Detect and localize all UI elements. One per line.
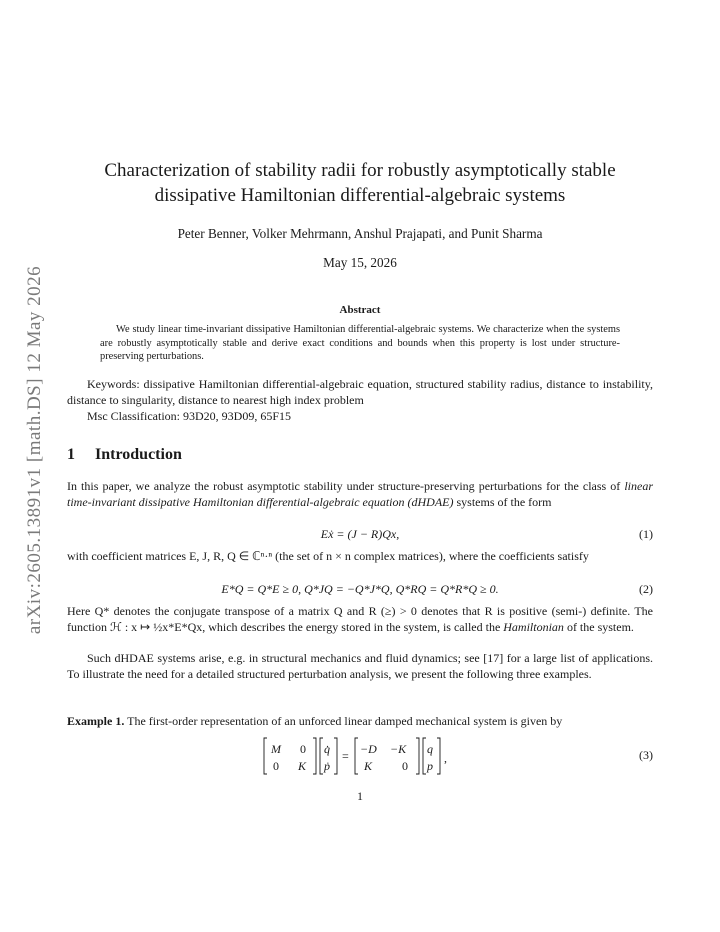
intro-p1-start: In this paper, we analyze the robust asymptotic stability under structure-preserving perturbations for the class of [67, 479, 625, 493]
equation-1 [67, 527, 653, 545]
page-number: 1 [357, 789, 363, 803]
matrix-entry: −D [360, 742, 377, 756]
section-number: 1 [67, 446, 75, 463]
intro-p3-emphasis: Hamiltonian [503, 619, 564, 634]
title-line-2: dissipative Hamiltonian differential-algebraic systems [154, 185, 566, 206]
matrix-entry: 0 [300, 742, 306, 756]
equals-sign: = [342, 749, 349, 763]
equation-2 [67, 582, 653, 600]
equation-3-matrices [263, 736, 463, 776]
matrix-entry: K [364, 759, 373, 773]
intro-paragraph-3 [67, 604, 653, 635]
intro-paragraph-1 [67, 479, 653, 510]
intro-paragraph-4: Such dHDAE systems arise, e.g. in structural mechanics and fluid dynamics; see [17] for a large list of applications. To illustrate the need for a detailed structured perturbation analysis, we present the following three examples. [67, 651, 653, 681]
matrix-entry: K [298, 759, 307, 773]
matrix-entry: 0 [273, 759, 279, 773]
example-1 [67, 714, 653, 730]
equation-1-tag: (1) [639, 527, 653, 541]
intro-p3-end: of the system. [563, 619, 634, 634]
intro-paragraph-2: with coefficient matrices E, J, R, Q ∈ ℂⁿ·ⁿ (the set of n × n complex matrices), where the coefficients satisfy [67, 549, 589, 563]
equation-1-body: Eẋ = (J − R)Qx, [320, 527, 400, 541]
arxiv-identifier: arXiv:2605.13891v1 [math.DS] 12 May 2026 [24, 265, 45, 635]
vector-entry: q [427, 742, 433, 756]
example-text: The first-order representation of an unforced linear damped mechanical system is given by [127, 714, 563, 728]
matrix-entry: −K [390, 742, 407, 756]
matrix-entry: M [271, 742, 281, 756]
date: May 15, 2026 [323, 255, 397, 270]
section-heading [67, 446, 182, 464]
arxiv-sidebar [20, 240, 50, 660]
comma: , [444, 751, 447, 765]
title-line-1: Characterization of stability radii for robustly asymptotically stable [104, 160, 616, 181]
section-title: Introduction [95, 446, 182, 463]
authors: Peter Benner, Volker Mehrmann, Anshul Prajapati, and Punit Sharma [177, 226, 543, 241]
equation-2-tag: (2) [639, 582, 653, 596]
intro-p3-start: Here Q* denotes the conjugate transpose of a matrix Q and R (≥) > 0 denotes that R is positive (semi-) definite. The function ℋ : x ↦ ½x*E*Qx, which describes the energy stored in the system, is called the [67, 604, 653, 634]
abstract-heading: Abstract [339, 304, 381, 316]
vector-entry: q̇ [324, 742, 330, 756]
equation-3-tag: (3) [639, 748, 653, 762]
equation-3 [67, 736, 653, 776]
intro-p1-emphasis: linear time-invariant dissipative Hamiltonian differential-algebraic equation (dHDAE) [67, 479, 653, 509]
keywords: Keywords: dissipative Hamiltonian differential-algebraic equation, structured stability radius, distance to instability, distance to singularity, distance to nearest high index problem [67, 377, 653, 407]
example-label: Example 1. [67, 714, 125, 728]
msc-classification: Msc Classification: 93D20, 93D09, 65F15 [87, 409, 291, 423]
vector-entry: ṗ [324, 759, 330, 773]
matrix-entry: 0 [402, 759, 408, 773]
abstract-text: We study linear time-invariant dissipative Hamiltonian differential-algebraic systems. We characterize when the systems are robustly asymptotically stable and derive exact conditions and bounds when this property is lost under structure-preserving perturbations. [100, 324, 620, 363]
vector-entry: p [427, 759, 433, 773]
equation-2-body: E*Q = Q*E ≥ 0, Q*JQ = −Q*J*Q, Q*RQ = Q*R*Q ≥ 0. [221, 582, 499, 596]
paper-title [67, 158, 653, 208]
intro-p1-end: systems of the form [453, 494, 552, 509]
